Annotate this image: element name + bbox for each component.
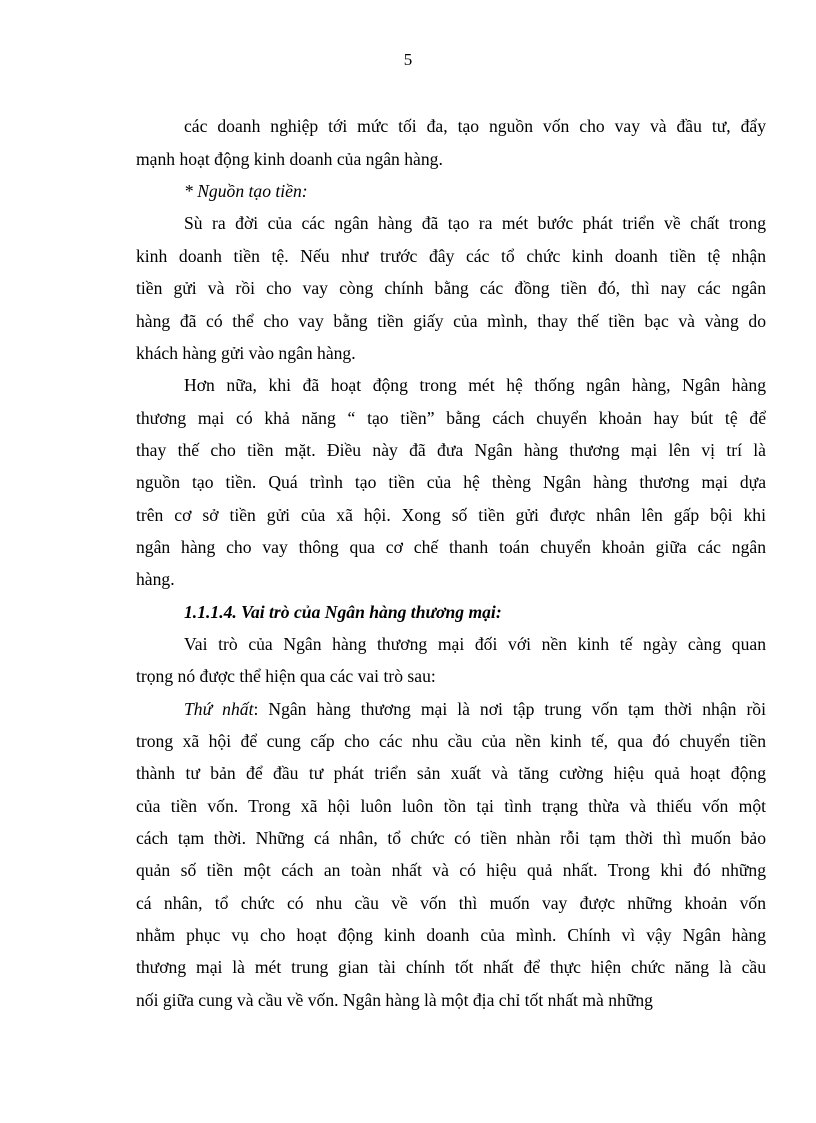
- body-line: nhằm phục vụ cho hoạt động kinh doanh của mình. Chính vì vậy Ngân hàng: [136, 925, 766, 945]
- body-line: cách tạm thời. Những cá nhân, tổ chức có tiền nhàn rỗi tạm thời thì muốn bảo: [136, 828, 766, 848]
- body-line: thành tư bản để đầu tư phát triển sản xuất và tăng cường hiệu quả hoạt động: [136, 763, 766, 783]
- body-line: tiền gửi và rồi cho vay còng chính bằng các đồng tiền đó, thì nay các ngân: [136, 278, 766, 298]
- body-line: hàng.: [136, 569, 175, 589]
- body-line: mạnh hoạt động kinh doanh của ngân hàng.: [136, 149, 443, 169]
- body-line: Hơn nữa, khi đã hoạt động trong mét hệ thống ngân hàng, Ngân hàng: [184, 375, 766, 395]
- body-line: Sù ra đời của các ngân hàng đã tạo ra mét bước phát triển về chất trong: [184, 213, 766, 233]
- body-line: khách hàng gửi vào ngân hàng.: [136, 343, 356, 363]
- body-line: cá nhân, tổ chức có nhu cầu về vốn thì muốn vay được những khoản vốn: [136, 893, 766, 913]
- body-line: nguồn tạo tiền. Quá trình tạo tiền của hệ thèng Ngân hàng thương mại dựa: [136, 472, 766, 492]
- body-line: thay thế cho tiền mặt. Điều này đã đưa Ngân hàng thương mại lên vị trí là: [136, 440, 766, 460]
- body-line: trọng nó được thể hiện qua các vai trò sau:: [136, 666, 436, 686]
- body-line: trên cơ sở tiền gửi của xã hội. Xong số tiền gửi được nhân lên gấp bội khi: [136, 505, 766, 525]
- lead-term: Thứ nhất: [184, 699, 254, 719]
- body-line: của tiền vốn. Trong xã hội luôn luôn tồn tại tình trạng thừa và thiếu vốn một: [136, 796, 766, 816]
- body-line: trong xã hội để cung cấp cho các nhu cầu của nền kinh tế, qua đó chuyển tiền: [136, 731, 766, 751]
- body-line: quản số tiền một cách an toàn nhất và có hiệu quả nhất. Trong khi đó những: [136, 860, 766, 880]
- section-heading: 1.1.1.4. Vai trò của Ngân hàng thương mại:: [184, 602, 502, 622]
- body-line: thương mại có khả năng “ tạo tiền” bằng cách chuyển khoản hay bút tệ để: [136, 408, 766, 428]
- body-line: [136, 696, 766, 722]
- page-number: 5: [403, 50, 413, 69]
- body-line: kinh doanh tiền tệ. Nếu như trước đây các tổ chức kinh doanh tiền tệ nhận: [136, 246, 766, 266]
- body-line: các doanh nghiệp tới mức tối đa, tạo nguồn vốn cho vay và đầu tư, đẩy: [184, 116, 766, 136]
- body-line: Vai trò của Ngân hàng thương mại đối với nền kinh tế ngày càng quan: [184, 634, 766, 654]
- body-line: thương mại là mét trung gian tài chính tốt nhất để thực hiện chức năng là cầu: [136, 957, 766, 977]
- body-line: nối giữa cung và cầu về vốn. Ngân hàng là một địa chỉ tốt nhất mà những: [136, 990, 653, 1010]
- lead-text: : Ngân hàng thương mại là nơi tập trung vốn tạm thời nhận rồi: [253, 699, 766, 719]
- section-label: * Nguồn tạo tiền:: [184, 181, 308, 201]
- body-line: hàng đã có thể cho vay bằng tiền giấy của mình, thay thế tiền bạc và vàng do: [136, 311, 766, 331]
- body-line: ngân hàng cho vay thông qua cơ chế thanh toán chuyển khoản giữa các ngân: [136, 537, 766, 557]
